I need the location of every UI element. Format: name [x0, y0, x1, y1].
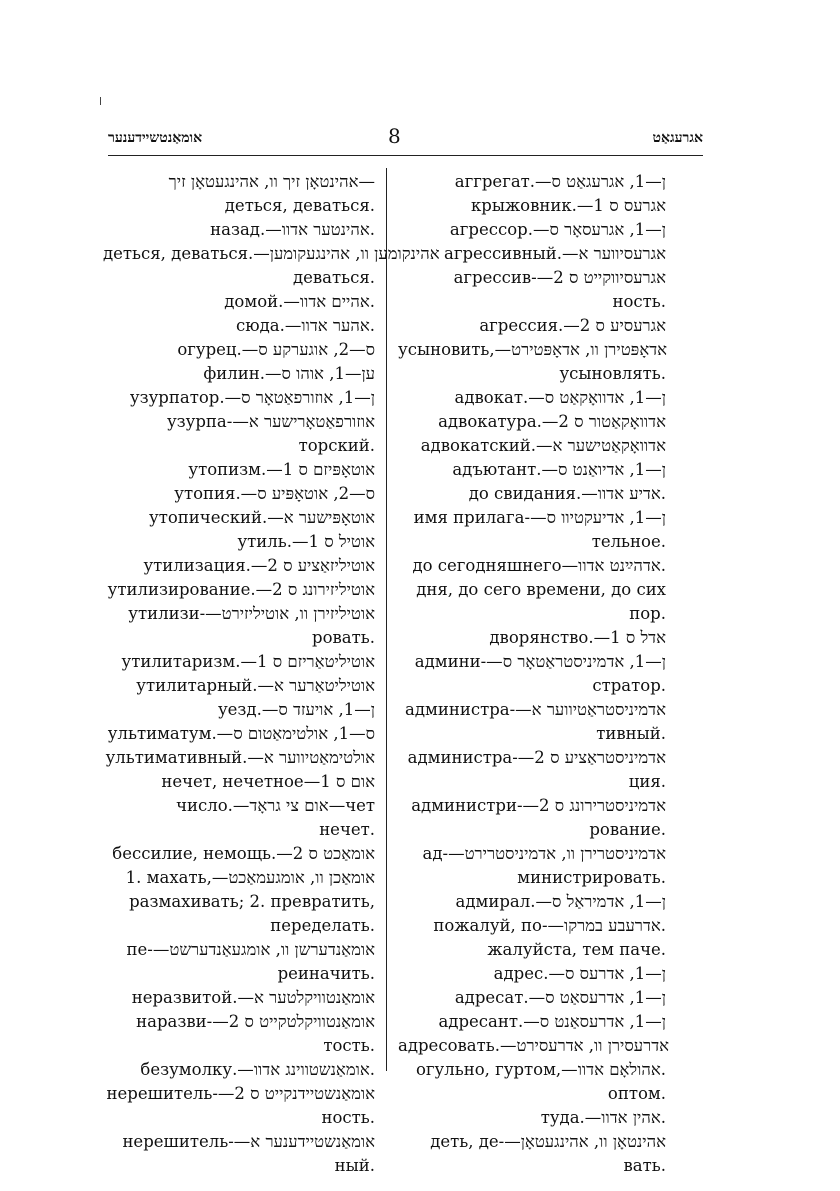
entry-line: жалуйста, тем паче.: [487, 940, 666, 959]
entry-line: размахивать; 2. превратить,: [129, 892, 375, 911]
entry-line: утилитаризм.—1 אוטיליטאַריזם ס: [121, 652, 375, 671]
entry-line: адвокатура.—2 אדוואָקאַטור ס: [438, 412, 666, 431]
entry-line: вать.: [623, 1156, 666, 1175]
entry-line: тость.: [323, 1036, 375, 1055]
page-header: [108, 124, 703, 154]
entry-line: нечет, нечетное—1 אום ס: [161, 772, 375, 791]
entry-line: утопизм.—1 אוטאָפּיזם ס: [188, 460, 375, 479]
entry-line: администри-—2 אדמיניסטרירונג ס: [411, 796, 666, 815]
entry-line: ность.: [612, 292, 666, 311]
entry-line: нерешитель-—2 אומאַנשטיידנקייט ס: [106, 1084, 375, 1103]
header-rule: [108, 155, 703, 156]
entry-line: сюда.—אהער אדוו.: [236, 316, 375, 335]
column-divider: [386, 168, 387, 1071]
entry-line: агрессор.—ן—1, אגרעסאָר ס: [449, 220, 666, 239]
entry-line: утопия.—ס—2, אוטאָפּיע ס: [174, 484, 375, 503]
entry-line: администра-—2 אדמיניסטראַציע ס: [407, 748, 666, 767]
entry-line: пе-—אומאַנדערשן וו, אומגעאַנדערשט: [126, 940, 375, 959]
entry-line: ад-—אדמיניסטרירן וו, אדמיניסטרירט: [422, 844, 666, 863]
entry-line: узурпа-—אוזורפאַטאָרישער א: [166, 412, 375, 431]
entry-line: переделать.: [270, 916, 375, 935]
entry-line: утопический.—אוטאָפּישער א: [149, 508, 375, 527]
entry-line: 1. махать,—אומאַכן וו, אומגעמאַכט: [125, 868, 375, 887]
entry-line: ровать.: [312, 628, 375, 647]
entry-line: אהינטאָן זיך וו, אהינגעטאָן זיך—: [168, 172, 375, 191]
entry-line: адресовать.—אדרעסירן וו, אדרעסירט: [398, 1036, 670, 1055]
entry-line: администра-—אדמיניסטראַטיווער א: [405, 700, 666, 719]
entry-line: агрессия.—2 אגרעסיע ס: [479, 316, 666, 335]
entry-line: дня, до сего времени, до сих: [416, 580, 666, 599]
entry-line: филин.—ען—1, אוהו ס: [203, 364, 375, 383]
entry-line: оптом.: [607, 1084, 666, 1103]
entry-line: адресант.—ן—1, אדרעסאַנט ס: [438, 1012, 666, 1031]
entry-line: до сегодняшнего—אדהײַנט אדוו.: [412, 556, 666, 575]
entry-line: адвокат.—ן—1, אדוואָקאַט ס: [454, 388, 666, 407]
entry-line: огульно, гуртом,—אהולאָם אדוו.: [415, 1060, 666, 1079]
entry-line: домой.—אהיים אדוו.: [224, 292, 375, 311]
entry-line: ный.: [334, 1156, 375, 1175]
entry-line: до свидания.—אדיע אדוו.: [468, 484, 666, 503]
left-column: [103, 170, 440, 1178]
entry-line: нечет.: [319, 820, 375, 839]
entry-line: ность.: [321, 1108, 375, 1127]
entry-line: крыжовник.—1 אגרעס ס: [470, 196, 666, 215]
entry-line: адъютант.—ן—1, אדיואַנט ס: [452, 460, 666, 479]
entry-line: утилитарный.—אוטיליטאַרער א: [136, 676, 375, 695]
entry-line: утилизирование.—2 אוטיליזירונג ס: [107, 580, 375, 599]
entry-line: безумолку.—אומאַנשטווינג אדוו.: [140, 1060, 375, 1079]
entry-line: министрировать.: [517, 868, 666, 887]
entry-line: число.—אום צי גראָד—чет: [176, 796, 375, 815]
entry-line: агрессивный.—אגרעסיווער א: [444, 244, 666, 263]
entry-line: неразвитой.—אומאַנטוויקלטער א: [131, 988, 375, 1007]
entry-line: рование.: [589, 820, 666, 839]
entry-line: деть, де-—אהינטאָן וו, אהינגעטאָן: [430, 1132, 666, 1151]
entry-line: усыновить,—אדאָפּטירן וו, אדאָפּטירט: [398, 340, 668, 359]
entry-line: реиначить.: [277, 964, 375, 983]
entry-line: бессилие, немощь.—2 אומאַכט ס: [112, 844, 375, 863]
entry-line: адмирал.—ן—1, אדמיראַל ס: [455, 892, 666, 911]
entry-line: деться, деваться.—אהינקומען וו, אהינגעקומען: [103, 244, 440, 263]
entry-line: адресат.—ן—1, אדרעסאַט ס: [454, 988, 666, 1007]
entry-line: усыновлять.: [559, 364, 666, 383]
entry-line: нерешитель-—אומאַנשטיידענער א: [122, 1132, 375, 1151]
entry-line: огурец.—ס—2, אוגערקע ס: [177, 340, 375, 359]
entry-line: адрес.—ן—1, אדרעס ס: [493, 964, 666, 983]
entry-line: деться, деваться.: [224, 196, 375, 215]
entry-line: утилизация.—2 אוטיליזאַציע ס: [143, 556, 375, 575]
entry-line: узурпатор.—ן—1, אוזורפאַטאָר ס: [129, 388, 375, 407]
entry-line: aггрегат.—ן—1, אגרעגאַט ס: [454, 172, 666, 191]
page-number: 8: [388, 124, 401, 148]
entry-line: наразви-—2 אומאַנטוויקלטקייט ס: [136, 1012, 375, 1031]
entry-line: уезд.—ן—1, אויעזד ס: [217, 700, 375, 719]
entry-line: утилизи-—אוטיליזירן וו, אוטיליזירט: [128, 604, 375, 623]
entry-line: админи-—ן—1, אדמיניסטראַטאָר ס: [414, 652, 666, 671]
entry-line: агрессив-—2 אגרעסיווקייט ס: [453, 268, 666, 287]
entry-line: дворянство.—1 אדל ס: [489, 628, 666, 647]
entry-line: адвокатский.—אדוואָקאַטישער א: [420, 436, 666, 455]
entry-line: пожалуй, по-—אדרעבע במרקו.: [433, 916, 666, 935]
header-guide-word-right: אגרעגאַט: [652, 130, 703, 146]
right-column: [398, 170, 670, 1178]
entry-line: тельное.: [591, 532, 666, 551]
entry-line: деваться.: [292, 268, 375, 287]
scan-mark: [100, 97, 101, 105]
entry-line: тивный.: [596, 724, 666, 743]
entry-line: пор.: [629, 604, 666, 623]
entry-line: туда.—אהין אדוו.: [540, 1108, 666, 1127]
entry-line: ультимативный.—אולטימאַטיווער א: [105, 748, 375, 767]
entry-line: имя прилага-—ן—1, אדיעקטיוו ס: [413, 508, 666, 527]
entry-line: утиль.—1 אוטיל ס: [237, 532, 375, 551]
entry-line: назад.—אהינטער אדוו.: [210, 220, 375, 239]
header-guide-word-left: אומאַנטשיידענער: [108, 130, 203, 146]
entry-line: ция.: [628, 772, 666, 791]
entry-line: стратор.: [592, 676, 666, 695]
entry-line: ультиматум.—ס—1, אולטימאַטום ס: [107, 724, 375, 743]
entry-line: торский.: [298, 436, 375, 455]
